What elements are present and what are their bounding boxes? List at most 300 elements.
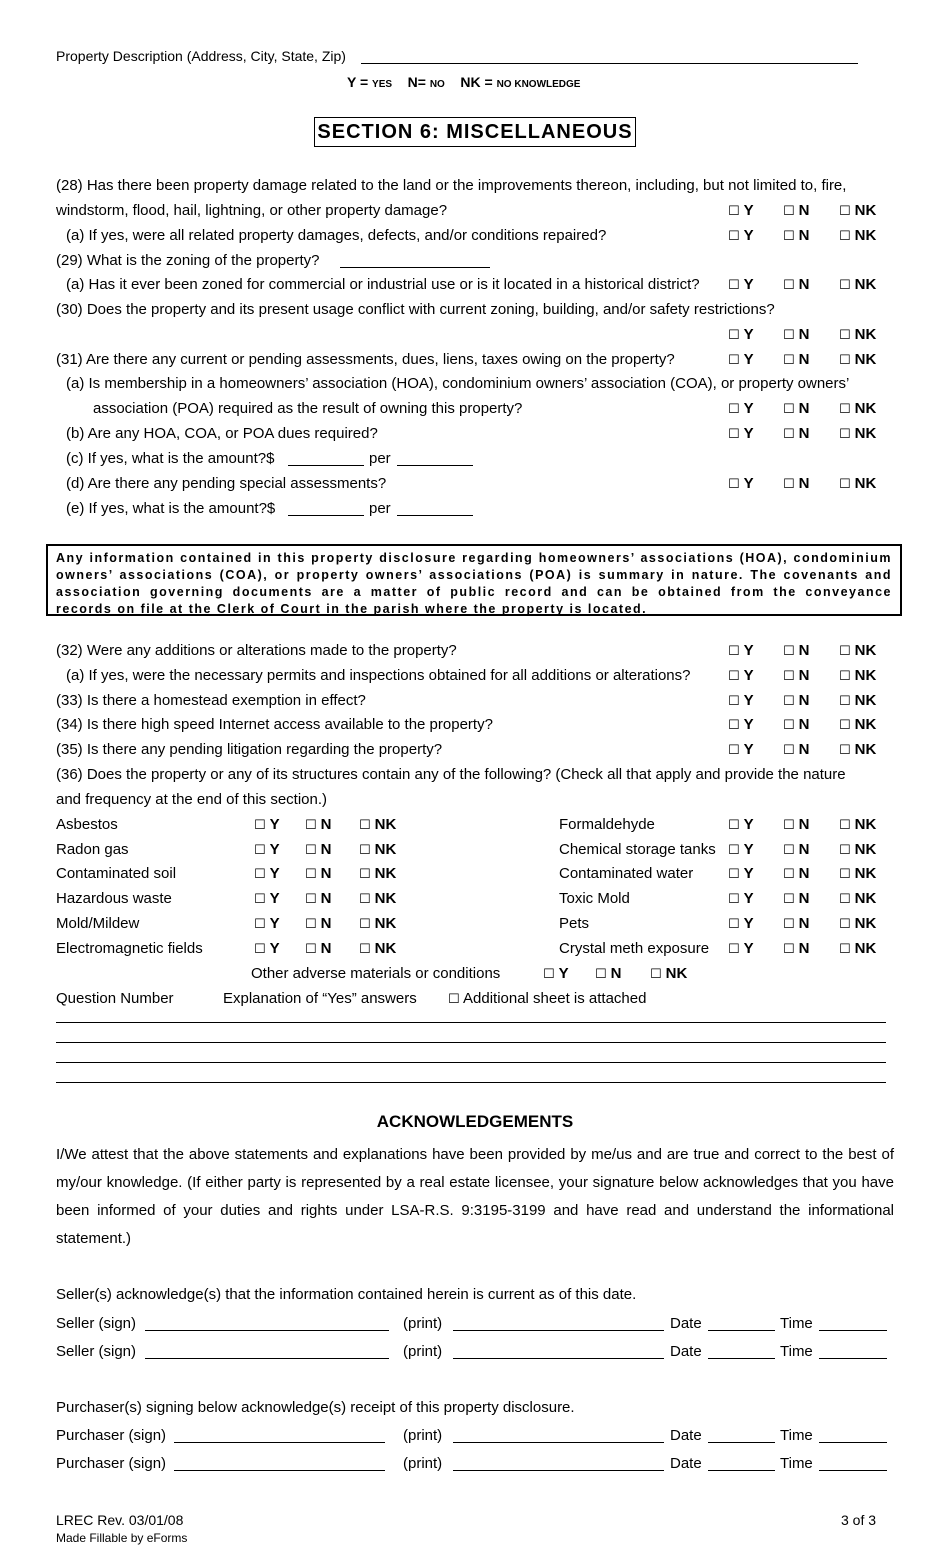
material-label: Chemical storage tanks	[559, 841, 716, 858]
q31d-options-nk-checkbox[interactable]	[839, 475, 876, 492]
checkbox-label: NK	[854, 940, 877, 957]
q29a-options-nk-checkbox[interactable]	[839, 276, 876, 293]
q31b-options-nk-checkbox[interactable]	[839, 425, 876, 442]
q28a-options-n-checkbox[interactable]	[783, 227, 810, 244]
material-left-2-n-checkbox[interactable]	[305, 865, 332, 882]
checkbox-icon[interactable]: ☐	[254, 891, 266, 906]
checkbox-label: NK	[854, 915, 877, 932]
checkbox-label: Y	[269, 865, 280, 882]
checkbox-icon[interactable]: ☐	[783, 817, 795, 832]
checkbox-icon[interactable]: ☐	[839, 668, 851, 683]
checkbox-icon[interactable]: ☐	[783, 643, 795, 658]
explanation-line-4[interactable]	[56, 1082, 886, 1083]
q29-text: (29) What is the zoning of the property?	[56, 252, 320, 269]
checkbox-icon[interactable]: ☐	[650, 966, 662, 981]
q31-options-n-checkbox[interactable]	[783, 351, 810, 368]
checkbox-label: N	[798, 642, 810, 659]
checkbox-label: Y	[269, 890, 280, 907]
checkbox-icon[interactable]: ☐	[728, 277, 740, 292]
material-left-2-y-checkbox[interactable]	[254, 865, 280, 882]
checkbox-label: NK	[854, 202, 877, 219]
purchaser-intro: Purchaser(s) signing below acknowledge(s) receipt of this property disclosure.	[56, 1399, 575, 1416]
material-right-5-nk-checkbox[interactable]	[839, 940, 876, 957]
checkbox-icon[interactable]: ☐	[728, 401, 740, 416]
acknowledgements-title: ACKNOWLEDGEMENTS	[376, 1112, 574, 1131]
checkbox-icon[interactable]: ☐	[359, 941, 371, 956]
material-right-4-y-checkbox[interactable]	[728, 915, 754, 932]
q32-options-y-checkbox[interactable]	[728, 642, 754, 659]
material-left-2-nk-checkbox[interactable]	[359, 865, 396, 882]
checkbox-label: NK	[854, 351, 877, 368]
checkbox-icon[interactable]: ☐	[359, 916, 371, 931]
answer-legend: Y = YES N= NO NK = NO KNOWLEDGE	[347, 74, 581, 90]
checkbox-label: NK	[854, 890, 877, 907]
checkbox-icon[interactable]: ☐	[728, 717, 740, 732]
material-right-0-y-checkbox[interactable]	[728, 816, 754, 833]
checkbox-icon[interactable]: ☐	[839, 327, 851, 342]
checkbox-icon[interactable]: ☐	[305, 817, 317, 832]
explanation-yes-label: Explanation of “Yes” answers	[223, 990, 417, 1007]
checkbox-icon[interactable]: ☐	[783, 352, 795, 367]
checkbox-icon[interactable]: ☐	[728, 327, 740, 342]
material-left-3-nk-checkbox[interactable]	[359, 890, 396, 907]
checkbox-label: N	[798, 865, 810, 882]
material-left-1-nk-checkbox[interactable]	[359, 841, 396, 858]
material-left-1-y-checkbox[interactable]	[254, 841, 280, 858]
checkbox-icon[interactable]: ☐	[728, 203, 740, 218]
material-left-1-n-checkbox[interactable]	[305, 841, 332, 858]
checkbox-label: NK	[854, 667, 877, 684]
seller-time-field[interactable]	[819, 1358, 887, 1359]
checkbox-label: Y	[743, 915, 754, 932]
q29a-text: (a) Has it ever been zoned for commercial or industrial use or is it located in a historical district?	[66, 276, 700, 293]
checkbox-icon[interactable]: ☐	[783, 866, 795, 881]
q31a-options-n-checkbox[interactable]	[783, 400, 810, 417]
checkbox-label: Y	[743, 716, 754, 733]
checkbox-icon[interactable]: ☐	[359, 866, 371, 881]
material-right-0-n-checkbox[interactable]	[783, 816, 810, 833]
checkbox-icon[interactable]: ☐	[359, 817, 371, 832]
checkbox-label: Y	[743, 642, 754, 659]
checkbox-icon[interactable]: ☐	[839, 717, 851, 732]
checkbox-icon[interactable]: ☐	[839, 476, 851, 491]
additional-sheet-checkbox[interactable]	[448, 990, 646, 1007]
q31c-amount-field[interactable]	[288, 465, 364, 466]
checkbox-icon[interactable]: ☐	[728, 426, 740, 441]
checkbox-label: NK	[854, 865, 877, 882]
seller-print-field[interactable]	[453, 1330, 664, 1331]
checkbox-label: Y	[743, 326, 754, 343]
q35-options-y-checkbox[interactable]	[728, 741, 754, 758]
checkbox-icon[interactable]: ☐	[448, 991, 460, 1006]
material-left-5-y-checkbox[interactable]	[254, 940, 280, 957]
checkbox-label: Y	[743, 276, 754, 293]
q31a-options-nk-checkbox[interactable]	[839, 400, 876, 417]
print-label: (print)	[403, 1427, 443, 1444]
checkbox-label: Y	[269, 816, 280, 833]
checkbox-icon[interactable]: ☐	[783, 228, 795, 243]
checkbox-label: Y	[743, 940, 754, 957]
seller-print-field[interactable]	[453, 1358, 664, 1359]
time-label: Time	[780, 1343, 813, 1360]
material-left-4-y-checkbox[interactable]	[254, 915, 280, 932]
checkbox-icon[interactable]: ☐	[359, 891, 371, 906]
purchaser-sign-field[interactable]	[174, 1442, 385, 1443]
q31d-options-y-checkbox[interactable]	[728, 475, 754, 492]
q31-text: (31) Are there any current or pending assessments, dues, liens, taxes owing on the property?	[56, 351, 675, 368]
material-right-5-n-checkbox[interactable]	[783, 940, 810, 957]
checkbox-label: Y	[269, 940, 280, 957]
q28a-options-nk-checkbox[interactable]	[839, 227, 876, 244]
q30-options-nk-checkbox[interactable]	[839, 326, 876, 343]
checkbox-label: N	[320, 865, 332, 882]
q30-options-n-checkbox[interactable]	[783, 326, 810, 343]
checkbox-icon[interactable]: ☐	[305, 842, 317, 857]
checkbox-label: Y	[743, 816, 754, 833]
checkbox-label: NK	[854, 841, 877, 858]
checkbox-icon[interactable]: ☐	[728, 742, 740, 757]
purchaser-sign-field[interactable]	[174, 1470, 385, 1471]
checkbox-label: Y	[743, 351, 754, 368]
q33-options-y-checkbox[interactable]	[728, 692, 754, 709]
date-label: Date	[670, 1315, 702, 1332]
checkbox-icon[interactable]: ☐	[254, 817, 266, 832]
material-label: Electromagnetic fields	[56, 940, 203, 957]
q31a-text-line2: association (POA) required as the result of owning this property?	[93, 400, 523, 417]
material-left-4-nk-checkbox[interactable]	[359, 915, 396, 932]
q28a-text: (a) If yes, were all related property damages, defects, and/or conditions repaired?	[66, 227, 607, 244]
checkbox-label: Y	[269, 915, 280, 932]
checkbox-label: Y	[743, 400, 754, 417]
material-right-1-y-checkbox[interactable]	[728, 841, 754, 858]
date-label: Date	[670, 1427, 702, 1444]
checkbox-icon[interactable]: ☐	[783, 842, 795, 857]
checkbox-icon[interactable]: ☐	[254, 941, 266, 956]
checkbox-icon[interactable]: ☐	[839, 941, 851, 956]
q35-text: (35) Is there any pending litigation regarding the property?	[56, 741, 443, 758]
checkbox-icon[interactable]: ☐	[254, 916, 266, 931]
other-materials-options-y-checkbox[interactable]	[543, 965, 569, 982]
checkbox-label: NK	[374, 940, 397, 957]
purchaser-date-field[interactable]	[708, 1470, 775, 1471]
q31c-text: (c) If yes, what is the amount?$	[66, 450, 275, 467]
checkbox-label: N	[798, 841, 810, 858]
q31a-options-y-checkbox[interactable]	[728, 400, 754, 417]
q31d-options-n-checkbox[interactable]	[783, 475, 810, 492]
checkbox-label: NK	[374, 915, 397, 932]
date-label: Date	[670, 1343, 702, 1360]
checkbox-label: Y	[743, 890, 754, 907]
property-description-field[interactable]	[361, 63, 858, 64]
checkbox-icon[interactable]: ☐	[783, 891, 795, 906]
purchaser-time-field[interactable]	[819, 1442, 887, 1443]
seller-date-field[interactable]	[708, 1358, 775, 1359]
zoning-field[interactable]	[340, 267, 490, 268]
checkbox-icon[interactable]: ☐	[783, 476, 795, 491]
checkbox-icon[interactable]: ☐	[728, 817, 740, 832]
checkbox-icon[interactable]: ☐	[728, 476, 740, 491]
checkbox-icon[interactable]: ☐	[839, 866, 851, 881]
checkbox-label: Y	[743, 667, 754, 684]
checkbox-icon[interactable]: ☐	[839, 426, 851, 441]
seller-time-field[interactable]	[819, 1330, 887, 1331]
checkbox-icon[interactable]: ☐	[839, 277, 851, 292]
q31-options-nk-checkbox[interactable]	[839, 351, 876, 368]
checkbox-icon[interactable]: ☐	[839, 401, 851, 416]
purchaser-print-field[interactable]	[453, 1470, 664, 1471]
checkbox-icon[interactable]: ☐	[305, 916, 317, 931]
checkbox-icon[interactable]: ☐	[839, 916, 851, 931]
acknowledgements-paragraph: I/We attest that the above statements and explanations have been provided by me/us and are true and correct to the best of my/our knowledge. (If either party is represented by a real estate licensee, your signature below acknowledges that you have been informed of your duties and rights under LSA-R.S. 9:3195-3199 and have read and understand the informational statement.)	[56, 1146, 894, 1247]
additional-sheet-label: Additional sheet is attached	[463, 990, 647, 1007]
material-right-1-n-checkbox[interactable]	[783, 841, 810, 858]
checkbox-label: N	[320, 890, 332, 907]
q31e-amount-field[interactable]	[288, 515, 364, 516]
checkbox-label: NK	[665, 965, 688, 982]
print-label: (print)	[403, 1343, 443, 1360]
material-left-0-n-checkbox[interactable]	[305, 816, 332, 833]
checkbox-label: N	[798, 915, 810, 932]
q34-options-n-checkbox[interactable]	[783, 716, 810, 733]
checkbox-icon[interactable]: ☐	[839, 891, 851, 906]
checkbox-label: NK	[854, 425, 877, 442]
checkbox-label: N	[798, 400, 810, 417]
checkbox-icon[interactable]: ☐	[254, 866, 266, 881]
explanation-line-2[interactable]	[56, 1042, 886, 1043]
print-label: (print)	[403, 1315, 443, 1332]
checkbox-label: N	[798, 202, 810, 219]
material-right-3-n-checkbox[interactable]	[783, 890, 810, 907]
material-right-2-y-checkbox[interactable]	[728, 865, 754, 882]
checkbox-icon[interactable]: ☐	[839, 693, 851, 708]
checkbox-icon[interactable]: ☐	[728, 668, 740, 683]
q36-text-line1: (36) Does the property or any of its structures contain any of the following? (Check all that apply and provide the nature	[56, 766, 846, 783]
purchaser-sign-label: Purchaser (sign)	[56, 1427, 167, 1444]
q33-text: (33) Is there a homestead exemption in effect?	[56, 692, 366, 709]
checkbox-icon[interactable]: ☐	[839, 817, 851, 832]
checkbox-icon[interactable]: ☐	[783, 717, 795, 732]
checkbox-icon[interactable]: ☐	[839, 742, 851, 757]
checkbox-label: NK	[854, 642, 877, 659]
q31e-per-label: per	[369, 500, 391, 517]
explanation-line-3[interactable]	[56, 1062, 886, 1063]
checkbox-label: Y	[743, 475, 754, 492]
checkbox-icon[interactable]: ☐	[839, 842, 851, 857]
checkbox-icon[interactable]: ☐	[728, 352, 740, 367]
q32a-text: (a) If yes, were the necessary permits and inspections obtained for all additions or alterations?	[66, 667, 691, 684]
checkbox-label: N	[798, 276, 810, 293]
material-left-5-nk-checkbox[interactable]	[359, 940, 396, 957]
checkbox-label: N	[798, 940, 810, 957]
checkbox-label: NK	[374, 890, 397, 907]
checkbox-label: NK	[854, 326, 877, 343]
checkbox-icon[interactable]: ☐	[783, 203, 795, 218]
material-right-2-n-checkbox[interactable]	[783, 865, 810, 882]
checkbox-label: Y	[558, 965, 569, 982]
checkbox-icon[interactable]: ☐	[728, 866, 740, 881]
material-right-4-n-checkbox[interactable]	[783, 915, 810, 932]
checkbox-label: N	[320, 915, 332, 932]
q31d-text: (d) Are there any pending special assessments?	[66, 475, 387, 492]
checkbox-icon[interactable]: ☐	[728, 643, 740, 658]
checkbox-label: NK	[374, 865, 397, 882]
q32-options-nk-checkbox[interactable]	[839, 642, 876, 659]
checkbox-icon[interactable]: ☐	[839, 228, 851, 243]
seller-intro: Seller(s) acknowledge(s) that the information contained herein is current as of this date.	[56, 1286, 637, 1303]
material-label: Pets	[559, 915, 590, 932]
material-left-4-n-checkbox[interactable]	[305, 915, 332, 932]
purchaser-print-field[interactable]	[453, 1442, 664, 1443]
material-right-1-nk-checkbox[interactable]	[839, 841, 876, 858]
q31b-text: (b) Are any HOA, COA, or POA dues required?	[66, 425, 378, 442]
checkbox-icon[interactable]: ☐	[595, 966, 607, 981]
material-right-0-nk-checkbox[interactable]	[839, 816, 876, 833]
q28-text-line2: windstorm, flood, hail, lightning, or other property damage?	[56, 202, 448, 219]
checkbox-icon[interactable]: ☐	[254, 842, 266, 857]
checkbox-label: N	[798, 716, 810, 733]
checkbox-label: NK	[854, 400, 877, 417]
checkbox-icon[interactable]: ☐	[783, 668, 795, 683]
material-left-5-n-checkbox[interactable]	[305, 940, 332, 957]
checkbox-label: N	[610, 965, 622, 982]
checkbox-label: N	[798, 326, 810, 343]
checkbox-icon[interactable]: ☐	[728, 842, 740, 857]
checkbox-icon[interactable]: ☐	[359, 842, 371, 857]
checkbox-label: Y	[743, 841, 754, 858]
checkbox-label: NK	[854, 741, 877, 758]
other-materials-options-nk-checkbox[interactable]	[650, 965, 687, 982]
q31b-options-n-checkbox[interactable]	[783, 425, 810, 442]
checkbox-label: Y	[743, 425, 754, 442]
checkbox-label: N	[798, 351, 810, 368]
material-label: Hazardous waste	[56, 890, 172, 907]
seller-date-field[interactable]	[708, 1330, 775, 1331]
question-number-label: Question Number	[56, 990, 174, 1007]
time-label: Time	[780, 1315, 813, 1332]
checkbox-label: N	[798, 692, 810, 709]
material-right-4-nk-checkbox[interactable]	[839, 915, 876, 932]
checkbox-label: N	[798, 475, 810, 492]
checkbox-label: NK	[374, 841, 397, 858]
q31c-per-field[interactable]	[397, 465, 473, 466]
checkbox-icon[interactable]: ☐	[839, 643, 851, 658]
purchaser-time-field[interactable]	[819, 1470, 887, 1471]
q32-text: (32) Were any additions or alterations made to the property?	[56, 642, 457, 659]
print-label: (print)	[403, 1455, 443, 1472]
material-left-0-y-checkbox[interactable]	[254, 816, 280, 833]
purchaser-sign-label: Purchaser (sign)	[56, 1455, 167, 1472]
q33-options-nk-checkbox[interactable]	[839, 692, 876, 709]
q31b-options-y-checkbox[interactable]	[728, 425, 754, 442]
checkbox-icon[interactable]: ☐	[783, 941, 795, 956]
q31-options-y-checkbox[interactable]	[728, 351, 754, 368]
q35-options-nk-checkbox[interactable]	[839, 741, 876, 758]
checkbox-icon[interactable]: ☐	[783, 426, 795, 441]
checkbox-icon[interactable]: ☐	[783, 742, 795, 757]
q34-options-nk-checkbox[interactable]	[839, 716, 876, 733]
material-label: Formaldehyde	[559, 816, 655, 833]
material-left-3-n-checkbox[interactable]	[305, 890, 332, 907]
q32a-options-n-checkbox[interactable]	[783, 667, 810, 684]
q31e-per-field[interactable]	[397, 515, 473, 516]
material-right-3-nk-checkbox[interactable]	[839, 890, 876, 907]
purchaser-date-field[interactable]	[708, 1442, 775, 1443]
checkbox-label: N	[320, 940, 332, 957]
time-label: Time	[780, 1427, 813, 1444]
checkbox-icon[interactable]: ☐	[783, 327, 795, 342]
material-label: Toxic Mold	[559, 890, 630, 907]
explanation-line-1[interactable]	[56, 1022, 886, 1023]
q28-options-y-checkbox[interactable]	[728, 202, 754, 219]
time-label: Time	[780, 1455, 813, 1472]
checkbox-label: Y	[269, 841, 280, 858]
checkbox-label: NK	[854, 716, 877, 733]
seller-sign-label: Seller (sign)	[56, 1315, 137, 1332]
checkbox-icon[interactable]: ☐	[728, 693, 740, 708]
checkbox-icon[interactable]: ☐	[783, 401, 795, 416]
checkbox-icon[interactable]: ☐	[783, 916, 795, 931]
checkbox-icon[interactable]: ☐	[305, 866, 317, 881]
q30-options-y-checkbox[interactable]	[728, 326, 754, 343]
checkbox-label: Y	[743, 227, 754, 244]
material-right-2-nk-checkbox[interactable]	[839, 865, 876, 882]
material-left-3-y-checkbox[interactable]	[254, 890, 280, 907]
checkbox-label: Y	[743, 865, 754, 882]
q28a-options-y-checkbox[interactable]	[728, 227, 754, 244]
checkbox-icon[interactable]: ☐	[728, 228, 740, 243]
q28-options-n-checkbox[interactable]	[783, 202, 810, 219]
material-right-3-y-checkbox[interactable]	[728, 890, 754, 907]
seller-sign-field[interactable]	[145, 1358, 389, 1359]
checkbox-label: N	[798, 425, 810, 442]
material-label: Radon gas	[56, 841, 129, 858]
material-label: Crystal meth exposure	[559, 940, 710, 957]
q32-options-n-checkbox[interactable]	[783, 642, 810, 659]
checkbox-icon[interactable]: ☐	[839, 203, 851, 218]
q34-text: (34) Is there high speed Internet access available to the property?	[56, 716, 493, 733]
checkbox-label: N	[798, 890, 810, 907]
checkbox-icon[interactable]: ☐	[783, 277, 795, 292]
checkbox-icon[interactable]: ☐	[783, 693, 795, 708]
checkbox-label: N	[320, 841, 332, 858]
seller-sign-field[interactable]	[145, 1330, 389, 1331]
q32a-options-nk-checkbox[interactable]	[839, 667, 876, 684]
section-title: SECTION 6: MISCELLANEOUS	[314, 117, 636, 147]
checkbox-icon[interactable]: ☐	[839, 352, 851, 367]
material-left-0-nk-checkbox[interactable]	[359, 816, 396, 833]
q28-options-nk-checkbox[interactable]	[839, 202, 876, 219]
q29a-options-n-checkbox[interactable]	[783, 276, 810, 293]
checkbox-label: NK	[854, 227, 877, 244]
material-right-5-y-checkbox[interactable]	[728, 940, 754, 957]
q33-options-n-checkbox[interactable]	[783, 692, 810, 709]
q32a-options-y-checkbox[interactable]	[728, 667, 754, 684]
material-label: Asbestos	[56, 816, 118, 833]
q29a-options-y-checkbox[interactable]	[728, 276, 754, 293]
checkbox-icon[interactable]: ☐	[728, 916, 740, 931]
checkbox-icon[interactable]: ☐	[543, 966, 555, 981]
checkbox-icon[interactable]: ☐	[728, 941, 740, 956]
checkbox-label: NK	[374, 816, 397, 833]
checkbox-icon[interactable]: ☐	[305, 891, 317, 906]
q34-options-y-checkbox[interactable]	[728, 716, 754, 733]
checkbox-label: NK	[854, 475, 877, 492]
checkbox-icon[interactable]: ☐	[728, 891, 740, 906]
checkbox-label: N	[798, 741, 810, 758]
q35-options-n-checkbox[interactable]	[783, 741, 810, 758]
checkbox-icon[interactable]: ☐	[305, 941, 317, 956]
other-materials-options-n-checkbox[interactable]	[595, 965, 622, 982]
